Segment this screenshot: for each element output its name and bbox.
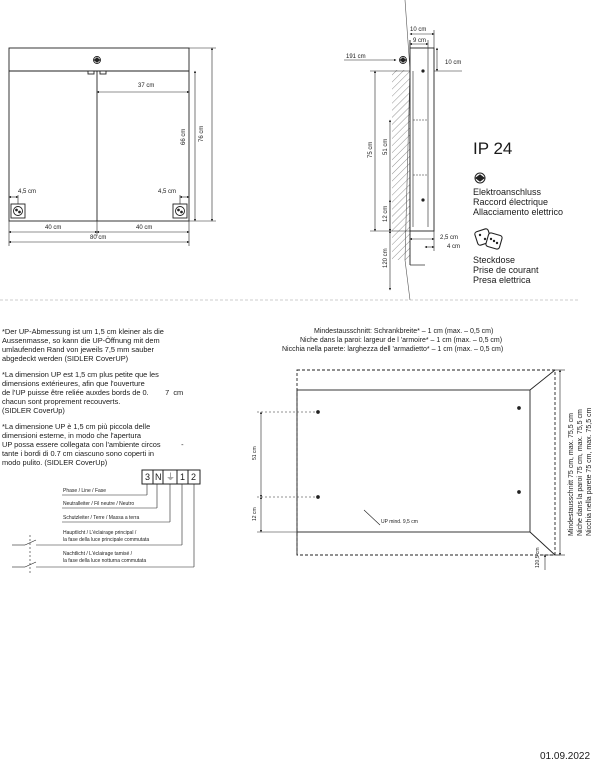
dim-body: 75 cm	[368, 141, 374, 158]
dim-half-left: 40 cm	[45, 225, 62, 231]
ip-rating: IP 24	[473, 139, 513, 158]
dim-height-total: 76 cm	[199, 125, 205, 142]
socket-label-de: Steckdose	[473, 255, 516, 265]
socket-right-icon	[173, 204, 187, 218]
terminal-symbol-3: 3	[145, 472, 151, 482]
dim-inner-depth: 9 cm	[413, 38, 427, 44]
date-label: 01.09.2022	[540, 751, 591, 762]
niche-drawing	[297, 370, 555, 555]
dim-top: 37 cm	[138, 83, 155, 89]
electrical-label-it: Allacciamento elettrico	[473, 207, 564, 217]
terminal-ground-icon: ⏚	[166, 472, 176, 482]
dim-height-inner: 66 cm	[181, 128, 187, 145]
niche-side-label-fr: Niche dans la paroi 75 cm, max. 75,5 cm	[577, 409, 584, 536]
electrical-label-fr: Raccord électrique	[473, 197, 549, 207]
terminal-label-main-light: Hauptlicht / L'éclairage principal /	[63, 530, 137, 536]
electrical-label-de: Elektroanschluss	[473, 187, 542, 197]
dim-half-right: 40 cm	[136, 225, 153, 231]
niche-dim-floor: 120,5 cm	[535, 547, 541, 568]
electrical-connection-icon	[475, 173, 485, 183]
terminal-label-night-light: Nachtlicht / L'éclairage tamisé /	[63, 551, 133, 557]
dim-bottom: 12 cm	[383, 205, 389, 222]
niche-header-fr: Niche dans la paroi: largeur de l 'armoire* – 1 cm (max. – 0,5 cm)	[300, 337, 503, 344]
note-fr: *La dimension UP est 1,5 cm plus petite que les dimensions extérieures, afin que l'ouverture de l'UP puisse être reliée auxdes bords de 0. 7 cm chacun sont proprement recouverts. (SIDLER CoverUp)	[2, 370, 184, 415]
dim-side-right: 4,5 cm	[158, 189, 177, 195]
socket-label-it: Presa elettrica	[473, 275, 531, 285]
terminal-symbol-n: N	[155, 472, 162, 482]
terminal-symbol-1: 1	[180, 472, 186, 482]
dim-top-right: 10 cm	[445, 60, 462, 66]
dim-total-width: 80 cm	[90, 235, 107, 241]
note-it: *La dimensione UP è 1,5 cm più piccola delle dimensioni esterne, in modo che l'apertura UP possa essere collegata con l'ambiente circos - tante i bordi di 0.7 cm ciascuno sono coperti in modo pulito. (SIDLER CoverUp)	[2, 422, 184, 467]
socket-dice-icon	[474, 228, 502, 249]
niche-dim-51: 51 cm	[252, 446, 258, 460]
terminal-label-earth: Schutzleiter / Terre / Massa a terra	[63, 515, 140, 521]
niche-inner-outline	[297, 390, 530, 532]
terminal-label-phase: Phase / Line / Fase	[63, 488, 107, 494]
terminal-label-night-light-it: la fase della luce notturna commutata	[63, 558, 147, 564]
niche-side-label-de: Mindestausschnitt 75 cm, max. 75,5 cm	[568, 413, 575, 536]
terminal-symbol-2: 2	[191, 472, 197, 482]
dim-top-offset: 191 cm	[346, 54, 366, 60]
cabinet-outline	[9, 48, 189, 221]
dim-niche: 51 cm	[383, 138, 389, 155]
socket-label-fr: Prise de courant	[473, 265, 539, 275]
dim-wall-b: 4 cm	[447, 244, 461, 250]
terminal-label-neutral: Neutralleiter / Fil neutre / Neutro	[63, 501, 135, 507]
dim-side-left: 4,5 cm	[18, 189, 37, 195]
niche-outer-outline	[297, 370, 555, 555]
niche-header-it: Nicchia nella parete: larghezza dell 'armadietto* – 1 cm (max. – 0,5 cm)	[282, 346, 504, 353]
dim-wall-a: 2,5 cm	[440, 235, 459, 241]
front-view	[9, 48, 189, 221]
note-de: *Der UP-Abmessung ist um 1,5 cm kleiner als die Aussenmasse, so kann die UP-Öffnung mit dem umlaufenden Rand von jeweils 7,5 mm sauber abgedeckt werden (SIDLER CoverUP)	[2, 327, 164, 363]
dim-depth: 10 cm	[410, 27, 427, 33]
niche-dim-12: 12 cm	[252, 507, 258, 521]
niche-header-de: Mindestausschnitt: Schrankbreite* – 1 cm (max. – 0,5 cm)	[314, 328, 494, 335]
terminal-label-main-light-it: la fase della luce principale commutata	[63, 537, 150, 543]
dim-floor: 120 cm	[383, 248, 389, 268]
socket-left-icon	[11, 204, 25, 218]
niche-side-label-it: Nicchia nella parete 75 cm, max. 75,5 cm	[586, 407, 593, 536]
niche-depth-label: UP mind. 9,5 cm	[381, 519, 418, 525]
